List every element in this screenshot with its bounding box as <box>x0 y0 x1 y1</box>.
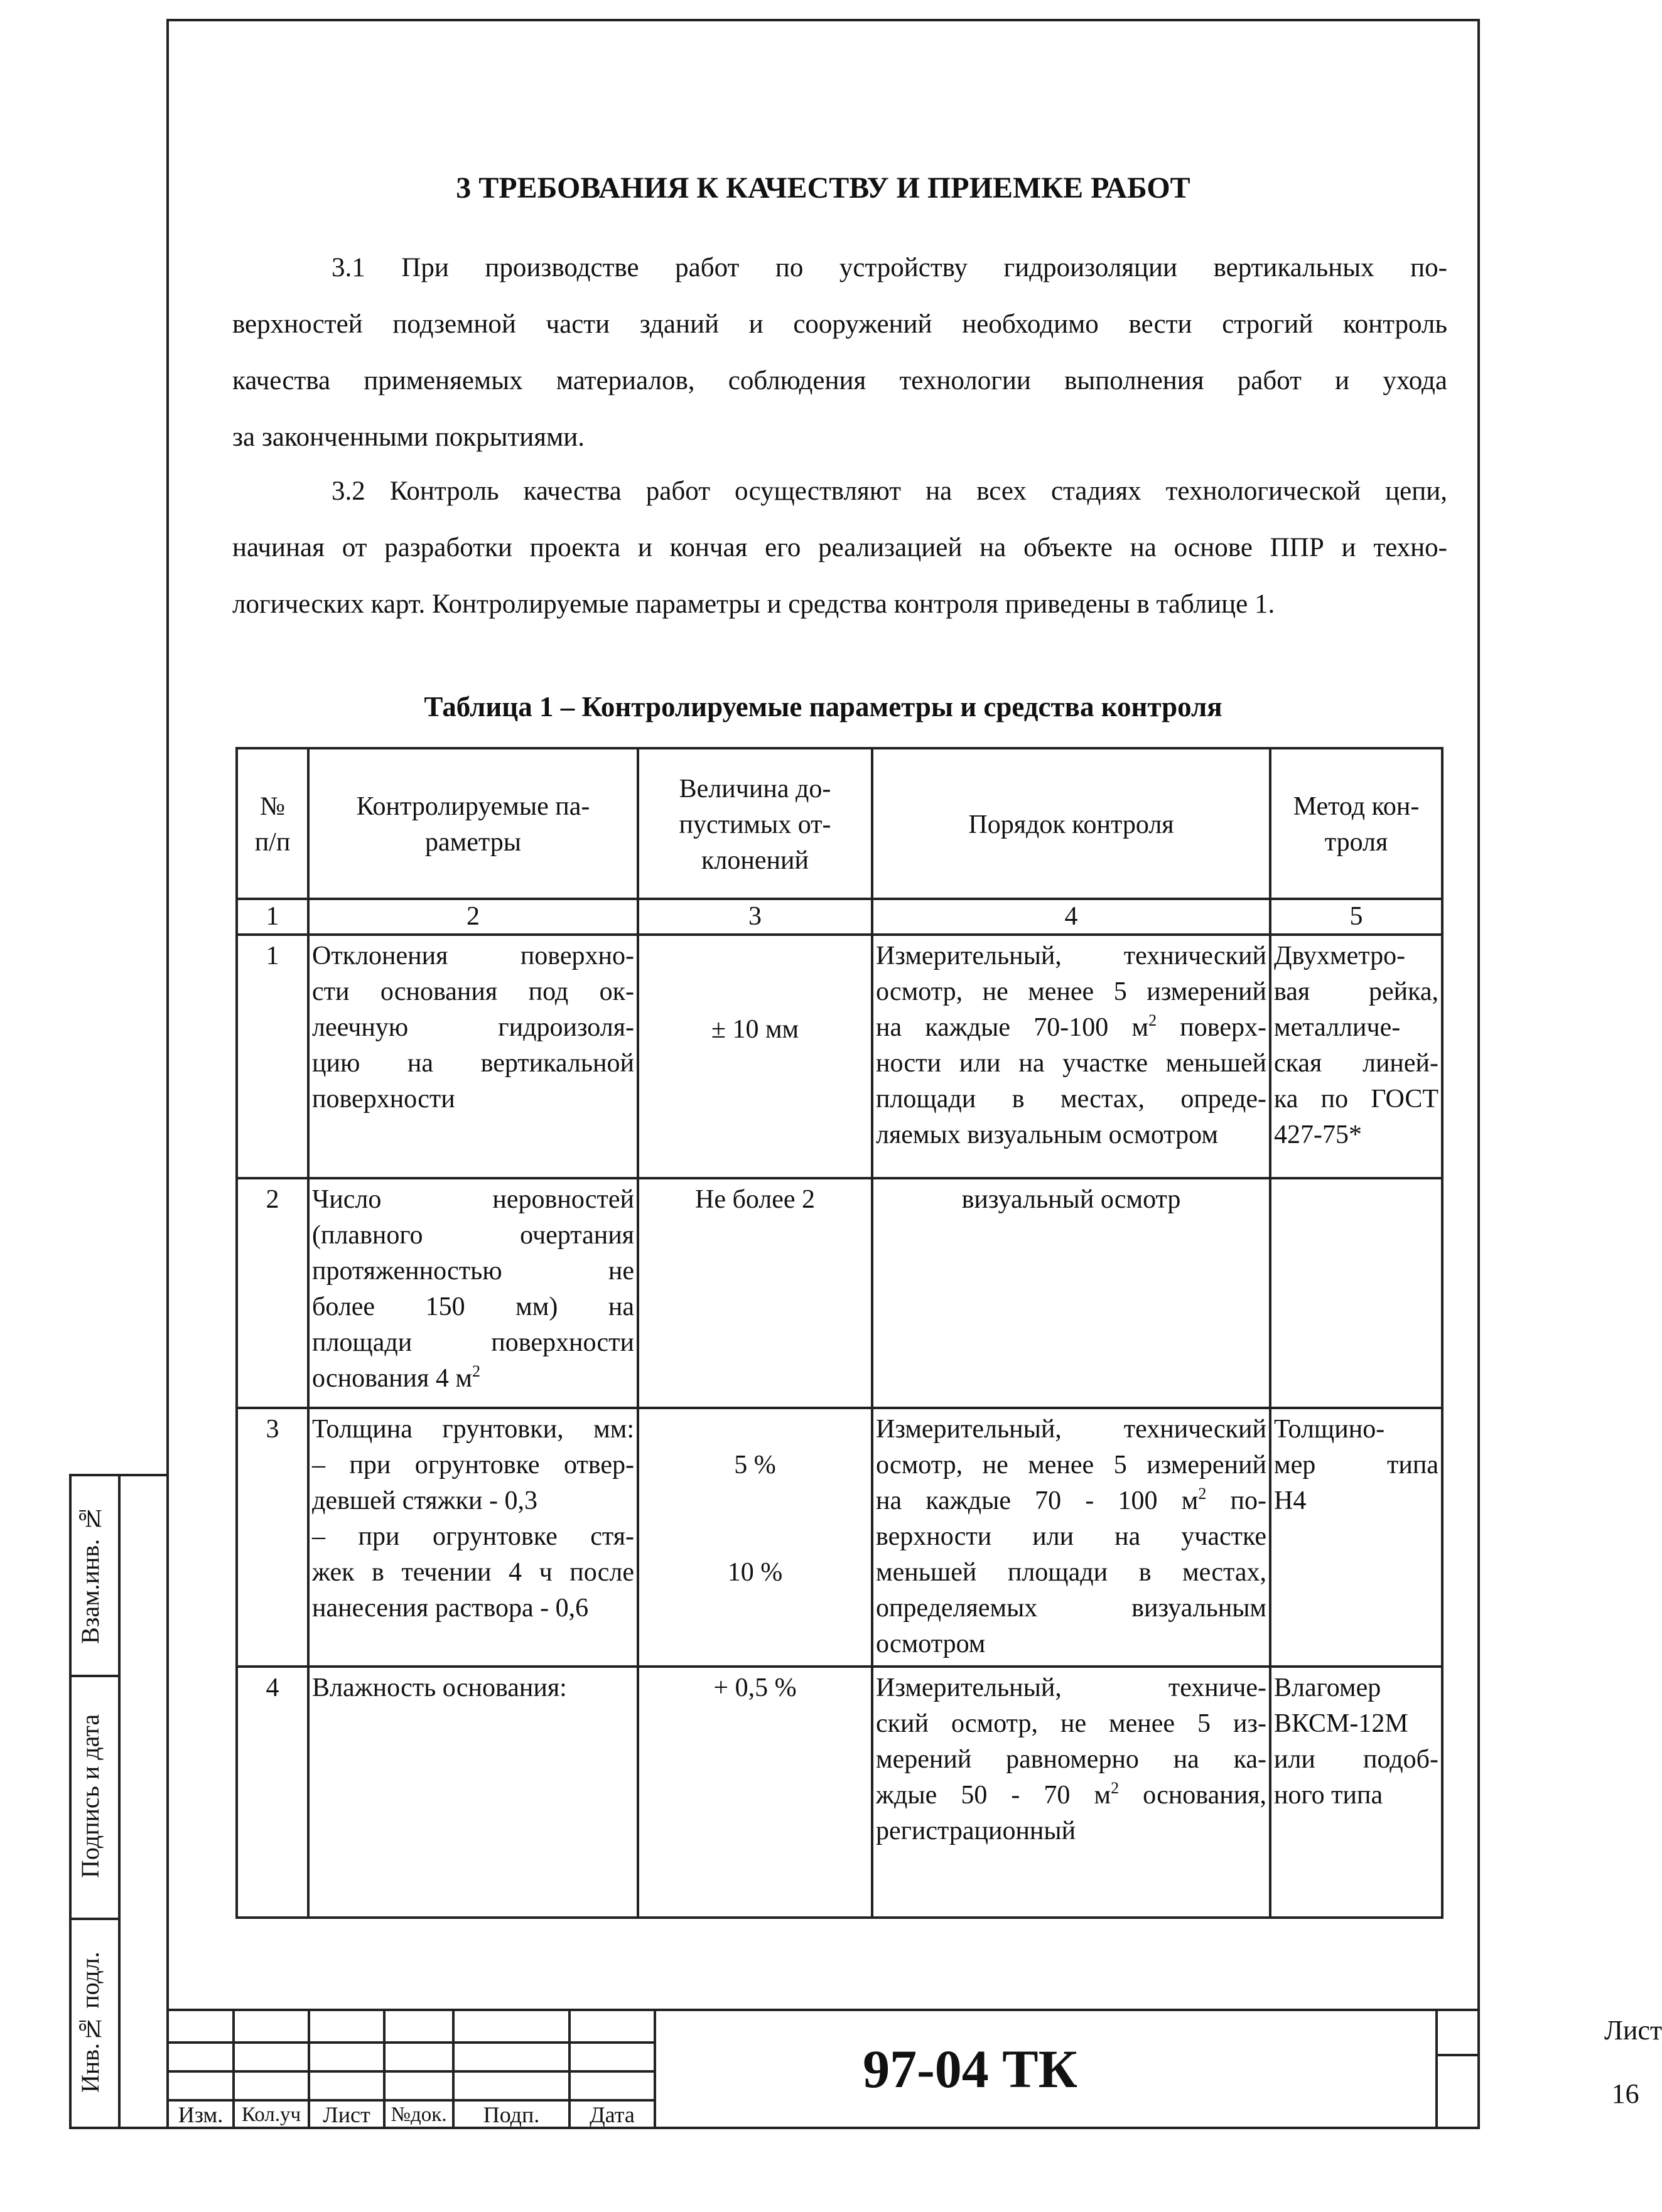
cell-line: Толщина грунтовки, мм: <box>312 1415 634 1444</box>
cell-line: девшей стяжки - 0,3 <box>312 1486 537 1515</box>
cell-line <box>312 1361 634 1397</box>
paragraph-line: качества применяемых материалов, соблюдения технологии выполнения работ и ухода <box>232 366 1447 395</box>
header-line: Контролируемые па- <box>356 792 590 821</box>
cell-line: ка по ГОСТ <box>1274 1085 1438 1114</box>
paragraph-line: верхностей подземной части зданий и сооружений необходимо вести строгий контроль <box>232 309 1447 339</box>
row-num: 2 <box>237 1178 308 1408</box>
column-number-row <box>237 899 1442 935</box>
superscript: 2 <box>1198 1485 1207 1503</box>
header-line: троля <box>1324 828 1388 857</box>
table-row <box>237 1667 1442 1918</box>
row-order <box>872 1408 1270 1667</box>
cell-line: сти основания под ок- <box>312 977 634 1006</box>
cell-line: жек в течении 4 ч после <box>312 1558 634 1587</box>
header-line: клонений <box>701 846 809 875</box>
cell-line: металличе- <box>1274 1013 1401 1042</box>
paragraph-line: 3.2 Контроль качества работ осуществляют на всех стадиях технологической цепи, <box>332 476 1447 506</box>
stamp-label-izm: Изм. <box>178 2102 224 2127</box>
deviation-value: 10 % <box>727 1558 783 1587</box>
stamp-label-list: Лист <box>323 2102 370 2127</box>
cell-line: нанесения раствора - 0,6 <box>312 1594 589 1623</box>
column-number: 1 <box>237 899 308 935</box>
stamp-line <box>1435 2009 1438 2129</box>
cell-line: Измерительный, техниче- <box>876 1673 1266 1702</box>
row-param <box>308 1178 638 1408</box>
cell-line: Отклонения поверхно- <box>312 942 634 970</box>
row-method <box>1270 1408 1442 1667</box>
header-line: Метод кон- <box>1293 792 1420 821</box>
header-num <box>237 748 308 899</box>
cell-line: или подоб- <box>1274 1745 1438 1774</box>
cell-line: ВКСМ-12М <box>1274 1709 1408 1738</box>
header-param <box>308 748 638 899</box>
cell-text: на каждые 70-100 м <box>876 1013 1149 1042</box>
cell-line: ного типа <box>1274 1781 1383 1810</box>
row-param <box>308 935 638 1178</box>
cell-line: вая рейка, <box>1274 977 1438 1006</box>
cell-line: Влагомер <box>1274 1673 1381 1702</box>
cell-line: регистрационный <box>876 1817 1076 1845</box>
row-param: Влажность основания: <box>308 1667 638 1918</box>
row-param <box>308 1408 638 1667</box>
stamp-label-signature: Подп. <box>483 2102 540 2127</box>
table-header-row <box>237 748 1442 899</box>
cell-line: ляемых визуальным осмотром <box>876 1120 1218 1149</box>
cell-line: – при огрунтовке отвер- <box>312 1451 634 1479</box>
header-line: п/п <box>254 828 291 857</box>
cell-line: ская линей- <box>1274 1049 1438 1078</box>
section-title: 3 ТРЕБОВАНИЯ К КАЧЕСТВУ И ПРИЕМКЕ РАБОТ <box>456 171 1190 205</box>
header-line: № <box>259 792 286 821</box>
cell-line <box>876 1778 1266 1813</box>
header-line: раметры <box>425 828 521 857</box>
row-num: 3 <box>237 1408 308 1667</box>
side-label-signature-date: Подпись и дата <box>76 1714 104 1879</box>
cell-line: – при огрунтовке стя- <box>312 1522 634 1551</box>
cell-text: по- <box>1206 1486 1267 1515</box>
superscript: 2 <box>1148 1011 1157 1029</box>
cell-line: Н4 <box>1274 1486 1307 1515</box>
stamp-line <box>1438 2054 1480 2056</box>
cell-line: осмотр, не менее 5 измерений <box>876 1451 1266 1479</box>
column-number: 5 <box>1270 899 1442 935</box>
row-method <box>1270 1667 1442 1918</box>
sheet-number: 16 <box>1611 2078 1639 2109</box>
cell-line: меньшей площади в местах, <box>876 1558 1266 1587</box>
cell-line: мерений равномерно на ка- <box>876 1745 1266 1774</box>
row-deviation <box>638 1408 872 1667</box>
cell-text: на каждые 70 - 100 м <box>876 1486 1199 1515</box>
cell-line: цию на вертикальной <box>312 1049 634 1078</box>
cell-line: 427-75* <box>1274 1120 1362 1149</box>
paragraph-3-1 <box>232 240 1447 466</box>
cell-line: осмотр, не менее 5 измерений <box>876 977 1266 1006</box>
cell-line: ский осмотр, не менее 5 из- <box>876 1709 1266 1738</box>
cell-line: Толщино- <box>1274 1415 1385 1444</box>
stamp-label-date: Дата <box>590 2102 635 2127</box>
superscript: 2 <box>1111 1779 1120 1797</box>
control-parameters-table <box>235 747 1443 1919</box>
table-caption: Таблица 1 – Контролируемые параметры и средства контроля <box>424 691 1222 722</box>
column-number: 3 <box>638 899 872 935</box>
row-num: 1 <box>237 935 308 1178</box>
cell-line: площади в местах, опреде- <box>876 1085 1266 1114</box>
cell-line: (плавного очертания <box>312 1221 634 1250</box>
row-method <box>1270 935 1442 1178</box>
cell-line: площади поверхности <box>312 1328 634 1357</box>
cell-line <box>876 1010 1266 1046</box>
header-deviation <box>638 748 872 899</box>
side-label-original-inv: Инв.№ подл. <box>76 1952 104 2093</box>
row-deviation: + 0,5 % <box>638 1667 872 1918</box>
header-order: Порядок контроля <box>872 748 1270 899</box>
document-number: 97-04 ТК <box>863 2039 1077 2099</box>
row-order <box>872 935 1270 1178</box>
side-label-replacement-inv: Взам.инв. № <box>76 1504 104 1645</box>
cell-line: осмотром <box>876 1629 986 1658</box>
cell-line: Число неровностей <box>312 1185 634 1214</box>
cell-line: протяженностью не <box>312 1257 634 1286</box>
row-order <box>872 1667 1270 1918</box>
title-block <box>166 2009 1662 2129</box>
paragraph-line: логических карт. Контролируемые параметры и средства контроля приведены в таблице 1. <box>232 589 1275 619</box>
cell-line: Измерительный, технический <box>876 942 1266 970</box>
cell-line: ности или на участке меньшей <box>876 1049 1266 1078</box>
cell-line <box>876 1483 1266 1519</box>
column-number: 4 <box>872 899 1270 935</box>
side-border <box>69 1474 72 2129</box>
cell-line: мер типа <box>1274 1451 1438 1479</box>
paragraph-line: 3.1 При производстве работ по устройству гидроизоляции вертикальных по- <box>332 253 1447 282</box>
stamp-label-doc: №док. <box>391 2103 447 2126</box>
table-row <box>237 1408 1442 1667</box>
header-line: пустимых от- <box>679 810 831 839</box>
row-num: 4 <box>237 1667 308 1918</box>
stamp-line <box>166 2070 656 2073</box>
table-row <box>237 1178 1442 1408</box>
row-method <box>1270 1178 1442 1408</box>
paragraph-3-2 <box>232 463 1447 633</box>
row-order: визуальный осмотр <box>872 1178 1270 1408</box>
cell-line: определяемых визуальным <box>876 1594 1266 1623</box>
cell-line: Двухметро- <box>1274 942 1406 970</box>
side-stamp-strip <box>69 1474 166 2129</box>
superscript: 2 <box>472 1362 480 1380</box>
paragraph-line: за законченными покрытиями. <box>232 422 585 452</box>
sheet-label: Лист <box>1604 2015 1662 2046</box>
table-row <box>237 935 1442 1178</box>
row-deviation: Не более 2 <box>638 1178 872 1408</box>
column-number: 2 <box>308 899 638 935</box>
stamp-label-kol: Кол.уч <box>241 2103 301 2126</box>
header-method <box>1270 748 1442 899</box>
cell-text: основания 4 м <box>312 1364 472 1393</box>
side-divider <box>69 2127 166 2129</box>
cell-line: более 150 мм) на <box>312 1292 634 1321</box>
deviation-value: 5 % <box>734 1451 776 1479</box>
paragraph-line: начиная от разработки проекта и кончая его реализацией на объекте на основе ППР и техно- <box>232 533 1447 562</box>
header-line: Величина до- <box>679 774 831 803</box>
cell-text: основания, <box>1119 1781 1266 1810</box>
cell-text: поверх- <box>1157 1013 1266 1042</box>
cell-line: Измерительный, технический <box>876 1415 1266 1444</box>
cell-line: леечную гидроизоля- <box>312 1013 634 1042</box>
cell-line: поверхности <box>312 1085 455 1114</box>
row-deviation: ± 10 мм <box>638 935 872 1178</box>
stamp-line <box>166 2041 656 2044</box>
cell-text: ждые 50 - 70 м <box>876 1781 1111 1810</box>
cell-line: верхности или на участке <box>876 1522 1266 1551</box>
